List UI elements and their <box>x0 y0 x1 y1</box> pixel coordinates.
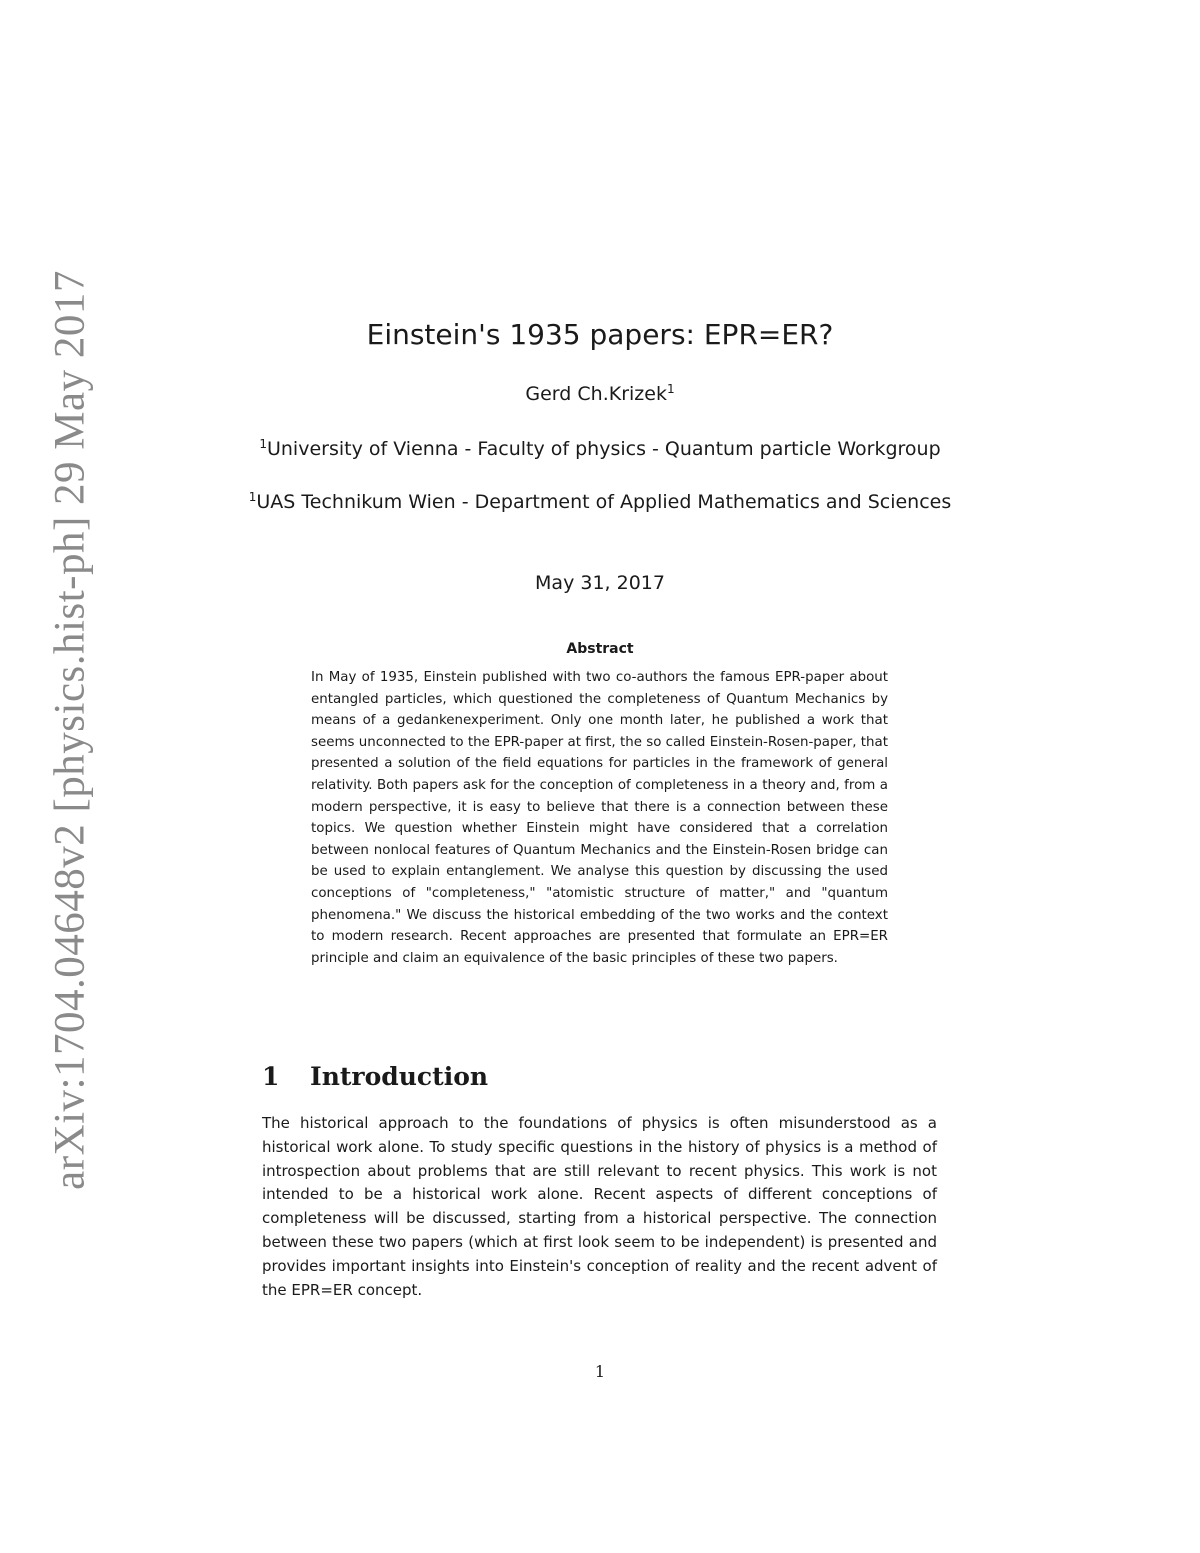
abstract-body: In May of 1935, Einstein published with two co-authors the famous EPR-paper about entangled particles, which questioned the completeness of Quantum Mechanics by means of a gedankenexperiment. Only one month later, he published a work that seems unconnected to the EPR-paper at first, the so called Einstein-Rosen-paper, that presented a solution of the field equations for particles in the framework of general relativity. Both papers ask for the conception of completeness in a theory and, from a modern perspective, it is easy to believe that there is a connection between these topics. We question whether Einstein might have considered that a correlation between nonlocal features of Quantum Mechanics and the Einstein-Rosen bridge can be used to explain entanglement. We analyse this question by discussing the used conceptions of "completeness," "atomistic structure of matter," and "quantum phenomena." We discuss the historical embedding of the two works and the context to modern research. Recent approaches are presented that formulate an EPR=ER principle and claim an equivalence of the basic principles of these two papers. <box>311 670 888 966</box>
arxiv-identifier-stamp: arXiv:1704.04648v2 [physics.hist-ph] 29 May 2017 <box>46 270 94 1190</box>
page-number: 1 <box>594 1362 606 1381</box>
author-name: Gerd Ch.Krizek <box>525 383 667 405</box>
section-number: 1 <box>262 1062 280 1091</box>
affiliation-1 <box>0 431 1200 462</box>
affiliation-2-text: UAS Technikum Wien - Department of Applied Mathematics and Sciences <box>256 491 952 513</box>
publication-date: May 31, 2017 <box>535 572 665 594</box>
section-heading <box>262 1062 488 1091</box>
author-line <box>0 382 1200 405</box>
introduction-body: The historical approach to the foundations of physics is often misunderstood as a historical work alone. To study specific questions in the history of physics is a method of introspection about problems that are still relevant to recent physics. This work is not intended to be a historical work alone. Recent aspects of different conceptions of completeness will be discussed, starting from a historical perspective. The connection between these two papers (which at first look seem to be independent) is presented and provides important insights into Einstein's conception of reality and the recent advent of the EPR=ER concept. <box>262 1114 937 1299</box>
affiliation-1-mark: 1 <box>259 437 267 451</box>
affiliation-1-text: University of Vienna - Faculty of physics - Quantum particle Workgroup <box>266 438 941 460</box>
affiliation-2 <box>0 484 1200 515</box>
paper-title: Einstein's 1935 papers: EPR=ER? <box>366 318 834 351</box>
abstract-heading: Abstract <box>566 641 634 657</box>
affiliation-2-mark: 1 <box>248 490 257 504</box>
author-affiliation-mark: 1 <box>666 382 675 396</box>
section-title: Introduction <box>310 1062 489 1091</box>
